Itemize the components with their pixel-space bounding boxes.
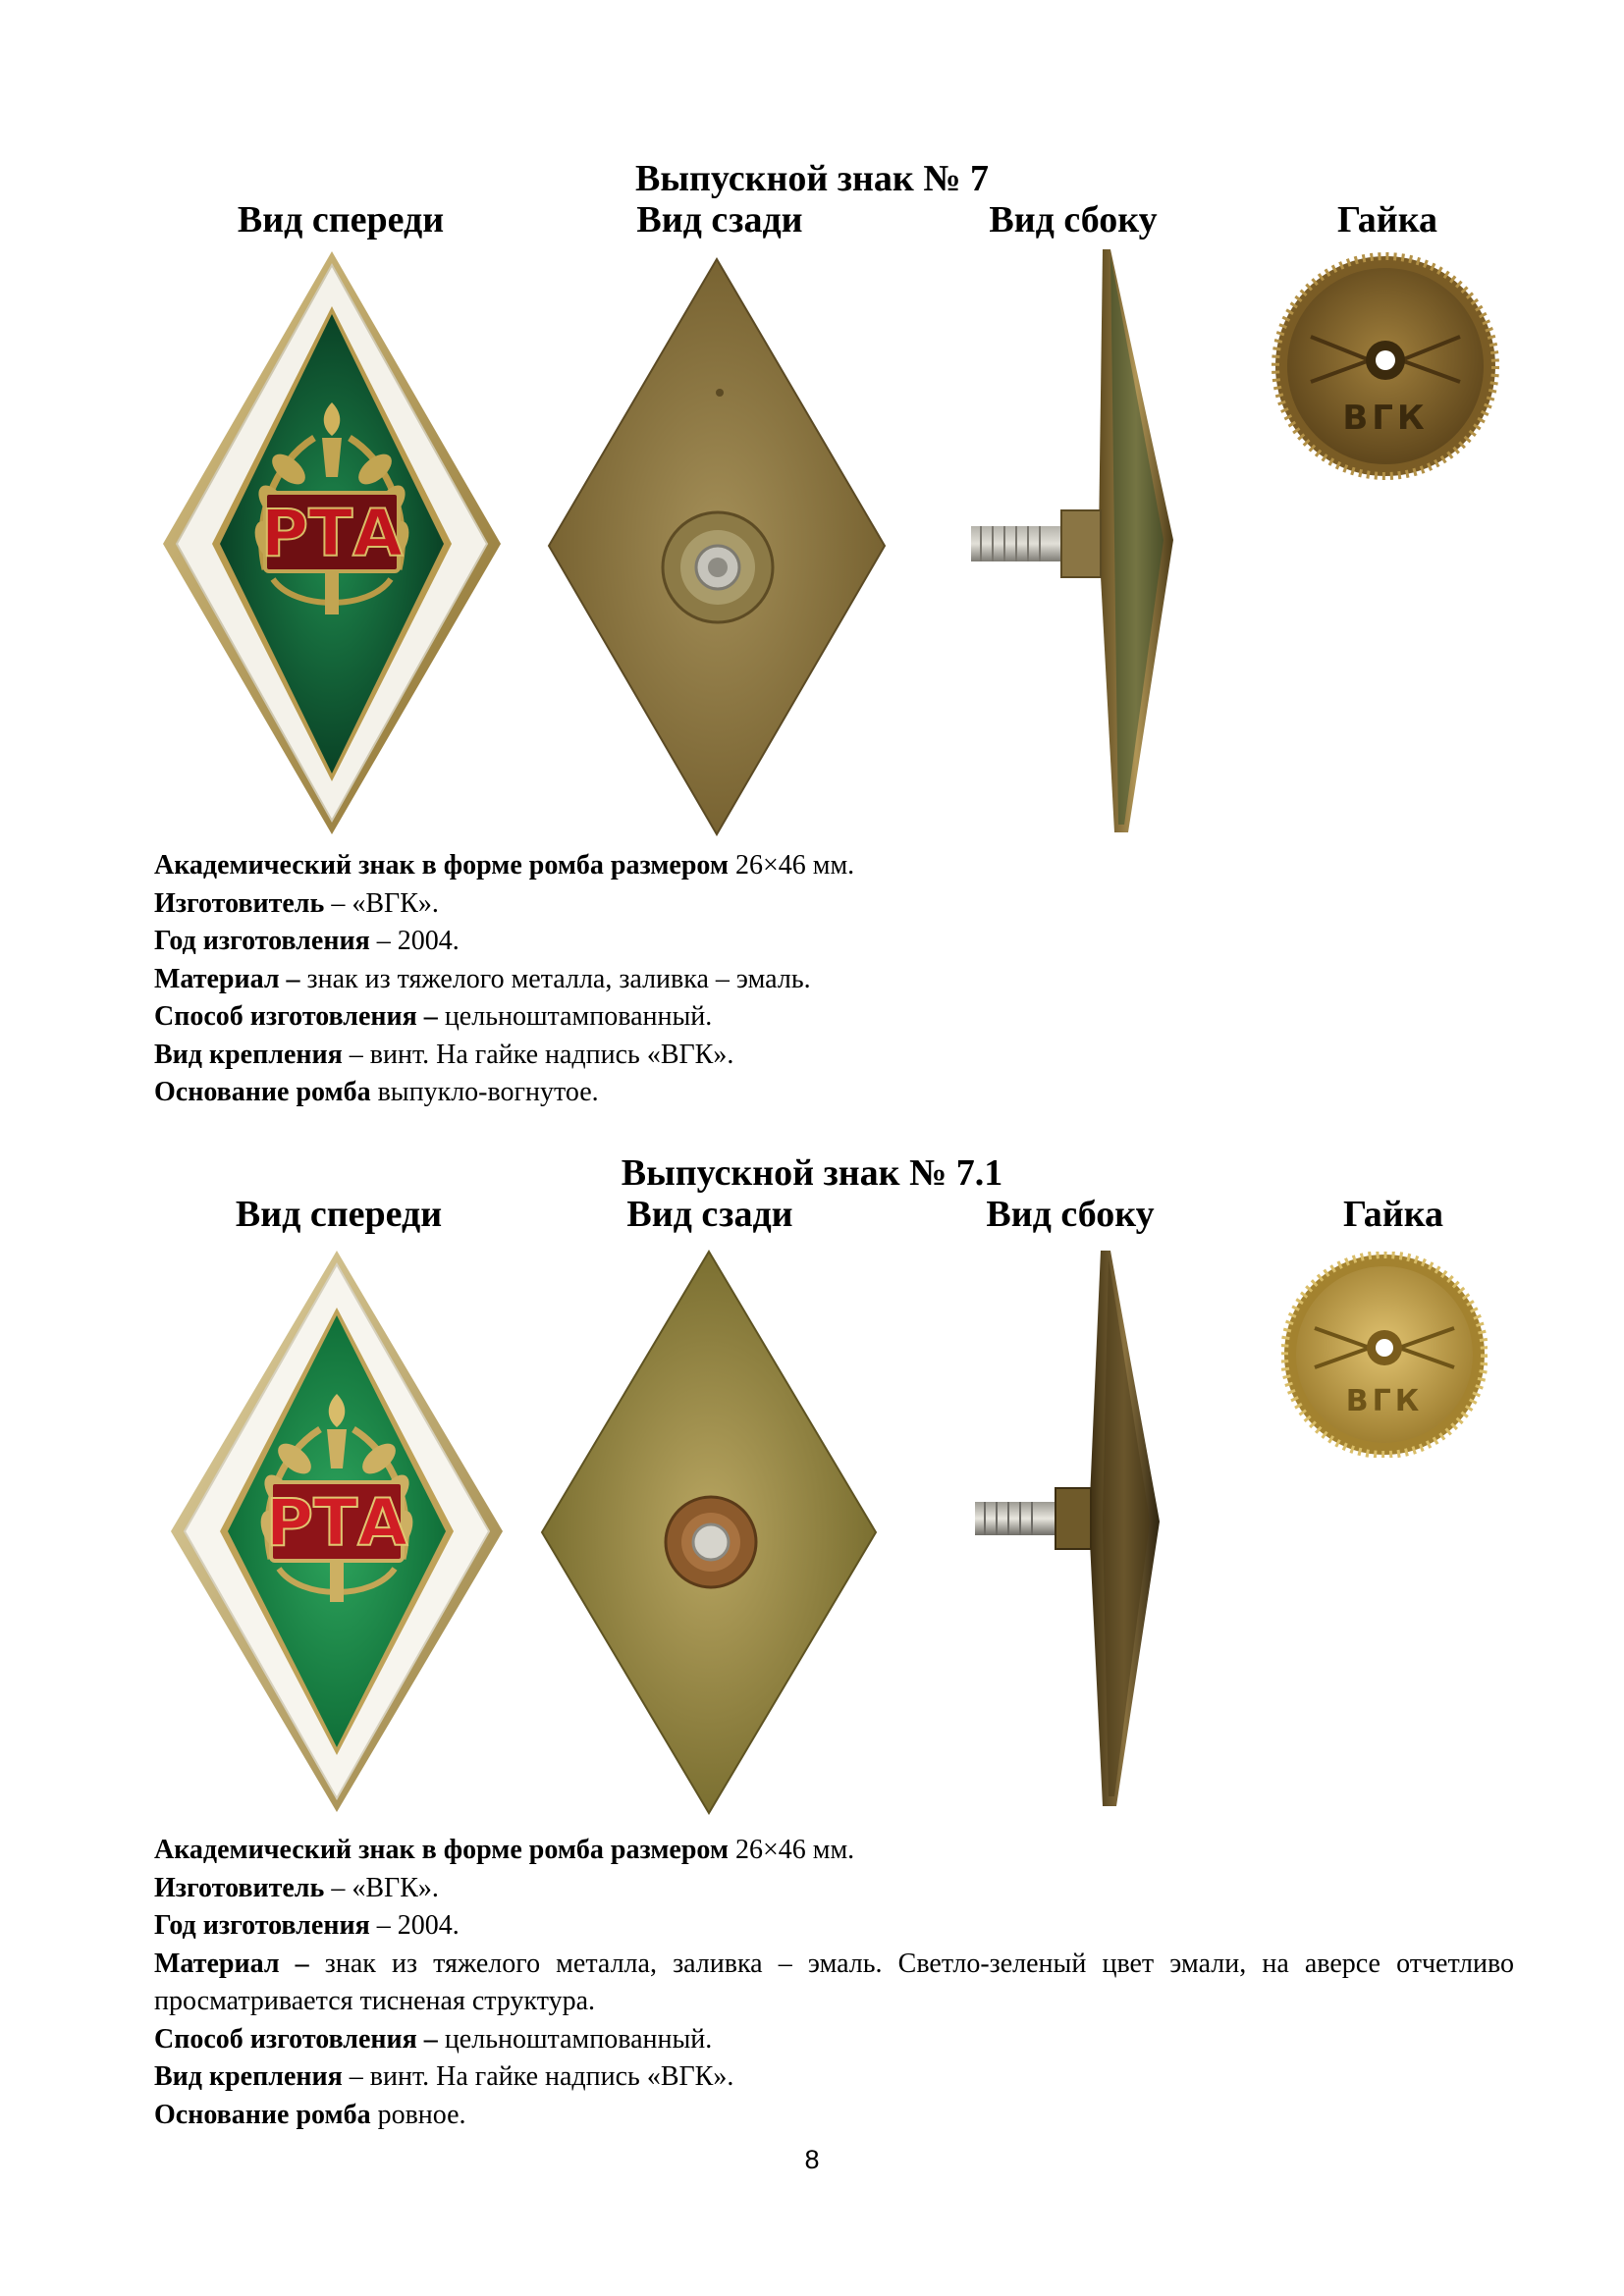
desc-method: Способ изготовления – цельноштампованный. — [154, 1001, 713, 1032]
view-label-side: Вид сбоку — [989, 199, 1158, 240]
desc-year: Год изготовления – 2004. — [154, 1910, 460, 1941]
nut-photo — [1272, 252, 1499, 480]
desc-base: Основание ромба ровное. — [154, 2099, 466, 2130]
view-labels — [0, 198, 1624, 247]
desc-method: Способ изготовления – цельноштампованный. — [154, 2023, 713, 2055]
desc-shape: Академический знак в форме ромба размером 26×46 мм. — [154, 1835, 855, 1865]
view-label-front: Вид спереди — [235, 1194, 443, 1235]
desc-mount: Вид крепления – винт. На гайке надпись «ВГК». — [154, 1039, 734, 1070]
badge-letters: РТА — [260, 496, 404, 571]
badge-front-photo — [167, 1247, 507, 1816]
desc-base: Основание ромба выпукло-вогнутое. — [154, 1077, 599, 1107]
badge-side-photo — [967, 245, 1183, 834]
badge-back-photo — [545, 255, 889, 838]
view-label-nut: Гайка — [1342, 1194, 1444, 1235]
badge-side-photo — [967, 1247, 1173, 1810]
desc-shape: Академический знак в форме ромба размером 26×46 мм. — [154, 850, 855, 881]
section-title: Выпускной знак № 7 — [634, 158, 990, 199]
view-labels — [0, 1193, 1624, 1242]
desc-year: Год изготовления – 2004. — [154, 926, 460, 956]
desc-maker: Изготовитель – «ВГК». — [154, 1872, 439, 1903]
desc-material: Материал – знак из тяжелого металла, заливка – эмаль. — [154, 963, 811, 994]
section-title: Выпускной знак № 7.1 — [621, 1152, 1003, 1194]
badge-front-photo — [157, 245, 507, 842]
badge-back-photo — [538, 1248, 880, 1817]
nut-photo — [1281, 1252, 1488, 1458]
view-label-back: Вид сзади — [636, 199, 803, 240]
view-label-front: Вид спереди — [237, 199, 445, 240]
badge-description — [154, 847, 1529, 1112]
desc-mount: Вид крепления – винт. На гайке надпись «ВГК». — [154, 2061, 734, 2092]
nut-inscription: ВГК — [1345, 1384, 1424, 1418]
badge-letters: РТА — [265, 1485, 408, 1561]
page-number: 8 — [804, 2145, 820, 2174]
badge-description — [154, 1832, 1514, 2134]
view-label-nut: Гайка — [1336, 199, 1438, 240]
view-label-back: Вид сзади — [626, 1194, 793, 1235]
view-label-side: Вид сбоку — [986, 1194, 1155, 1235]
nut-inscription: ВГК — [1342, 399, 1429, 438]
desc-material: Материал – знак из тяжелого металла, заливка – эмаль. Светло-зеленый цвет эмали, на аверсе отчетливо просматривается тисненая структура. — [154, 1948, 1515, 2016]
desc-maker: Изготовитель – «ВГК». — [154, 887, 439, 919]
